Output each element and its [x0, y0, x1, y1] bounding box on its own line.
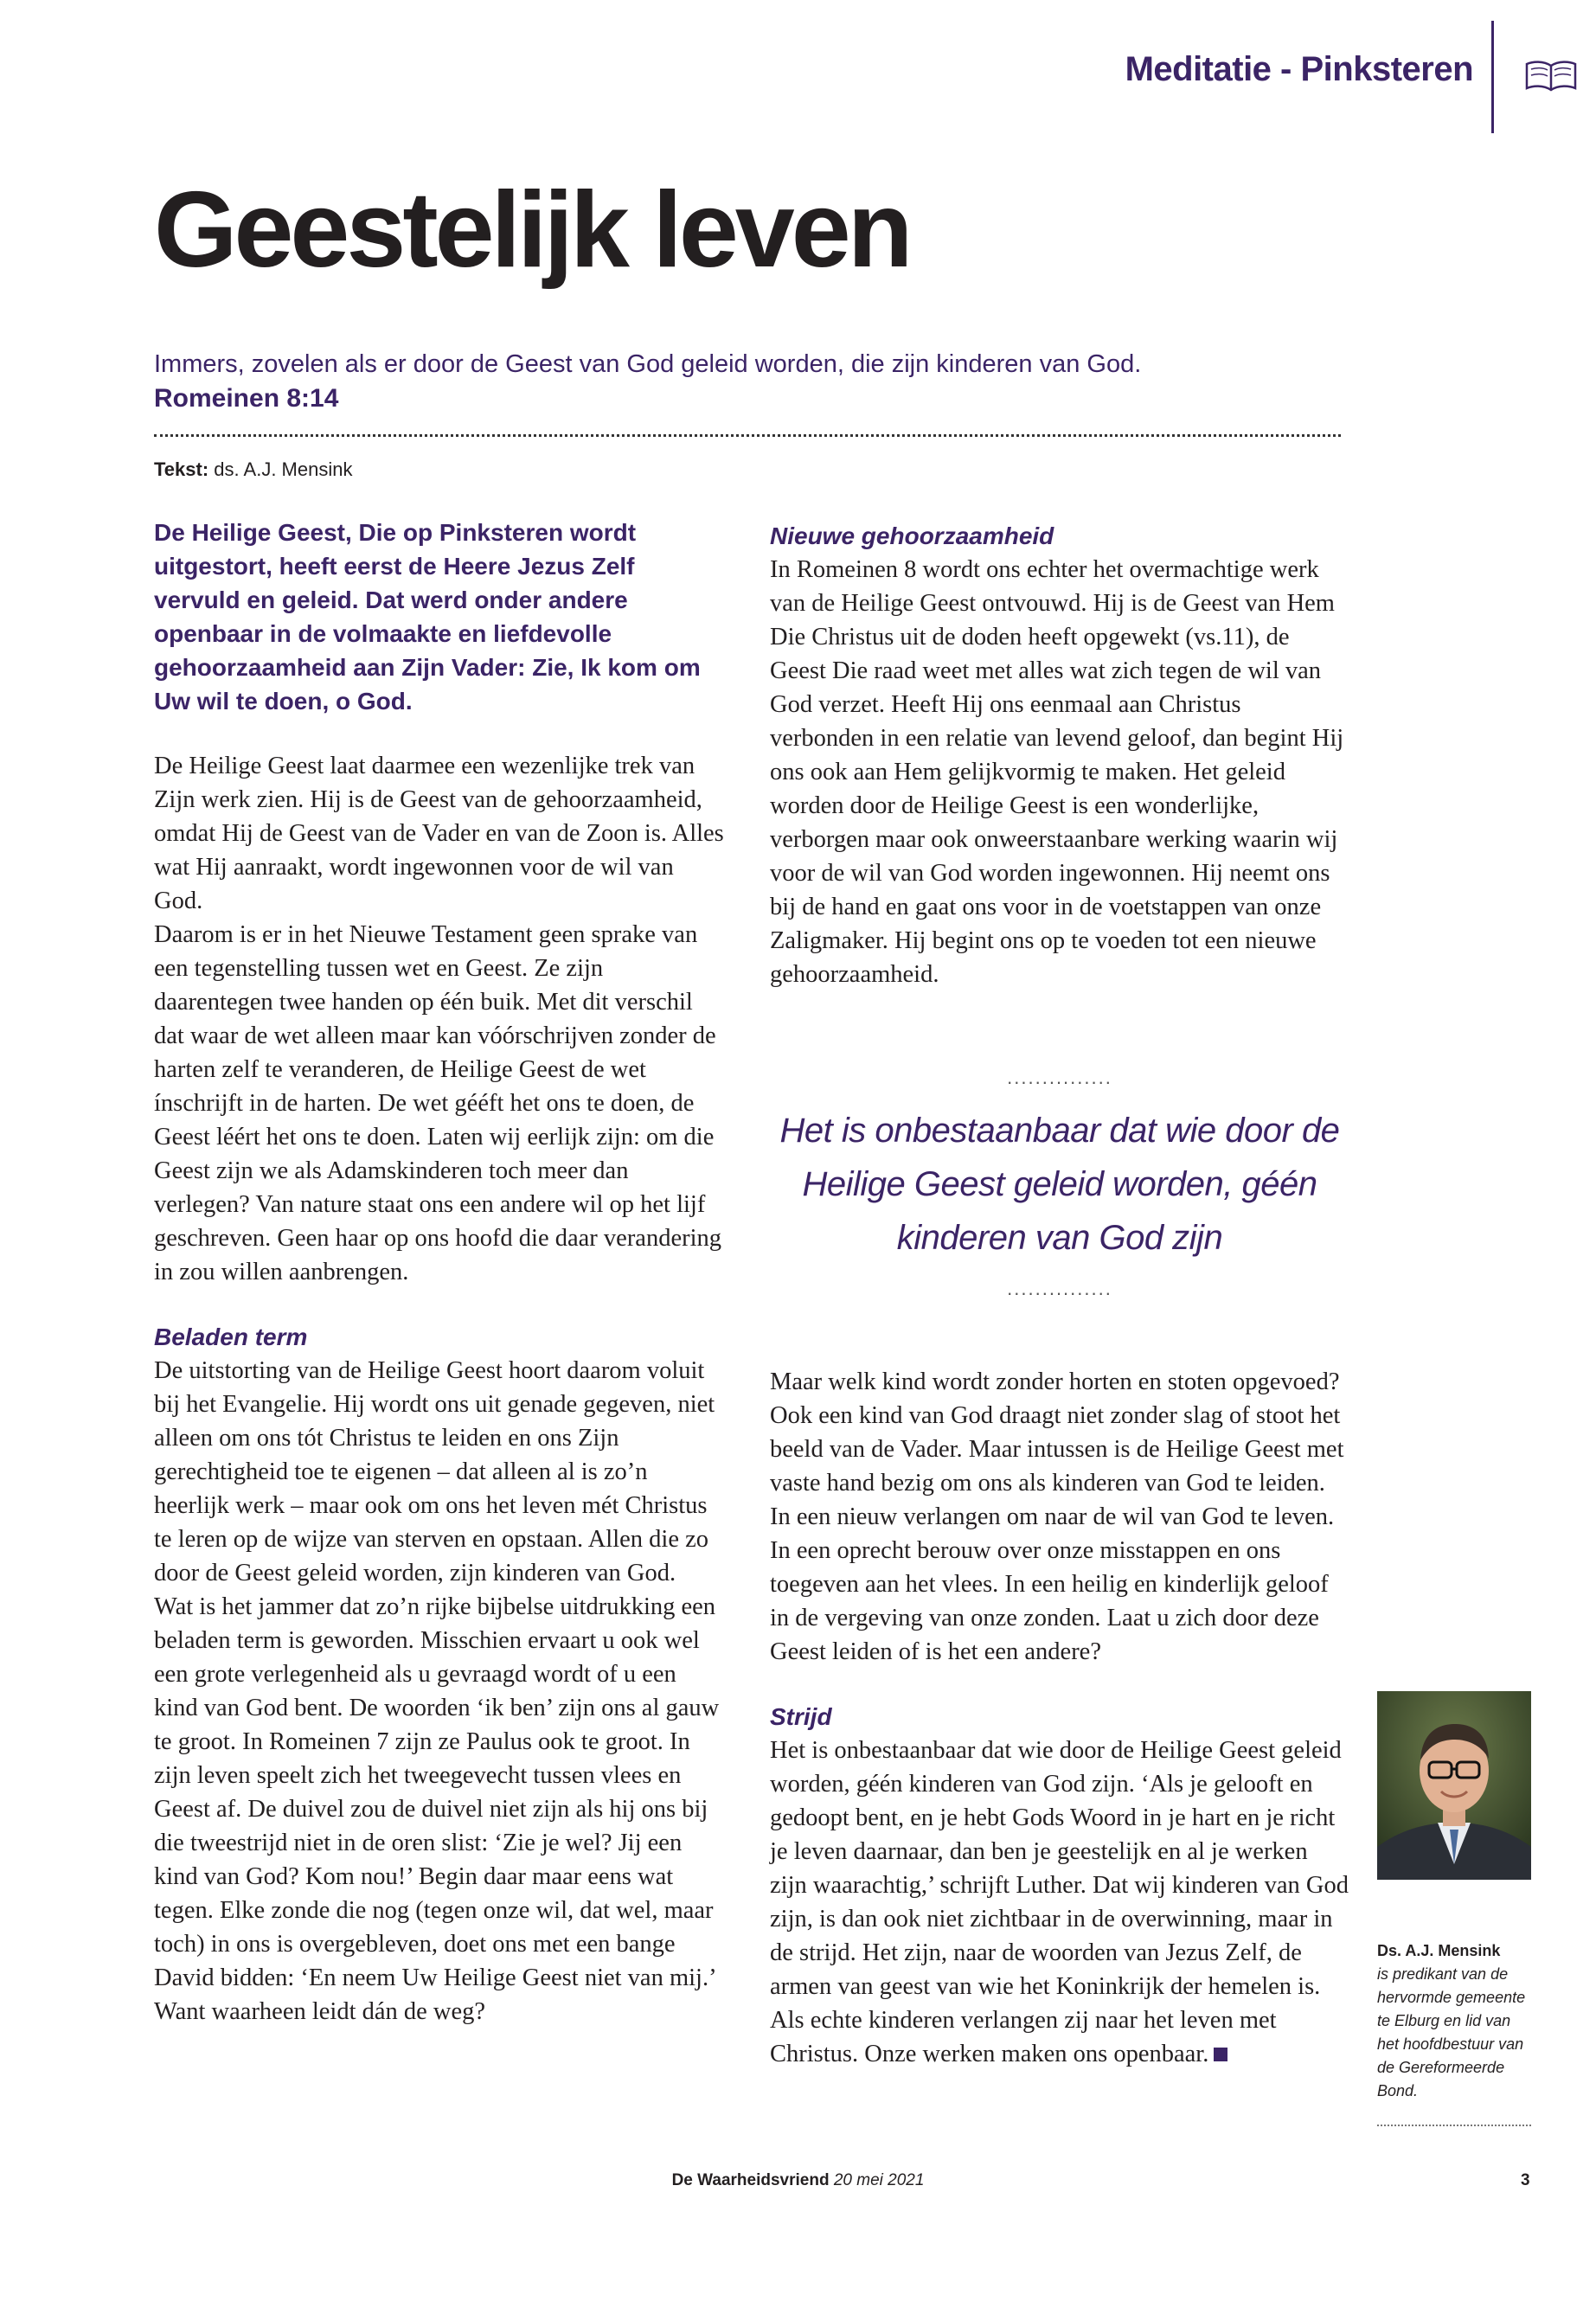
page-title: Geestelijk leven	[154, 170, 910, 290]
byline	[154, 458, 352, 481]
body-paragraph: De uitstorting van de Heilige Geest hoort daarom voluit bij het Evangelie. Hij wordt ons uit genade gegeven, niet alleen om ons tót Christus te leiden en ons Zijn gerechtigheid toe te eigenen – dat alleen al is zo’n heerlijk werk – maar ook om ons het leven mét Christus te leren op de wijze van sterven en opstaan. Allen die zo door de Geest geleid worden, zijn kinderen van God.	[154, 1357, 715, 1586]
bible-verse: Immers, zovelen als er door de Geest van God geleid worden, die zijn kinderen van God.	[154, 350, 1142, 378]
header-divider	[1491, 21, 1494, 133]
author-photo	[1377, 1691, 1531, 1880]
footer-date: 20 mei 2021	[833, 2171, 925, 2189]
body-paragraph: De Heilige Geest laat daarmee een wezenlijke trek van Zijn werk zien. Hij is de Geest van de gehoorzaamheid, omdat Hij de Geest van de Vader en van de Zoon is. Alles wat Hij aanraakt, wordt ingewonnen voor de wil van God.	[154, 753, 724, 914]
body-paragraph: Maar welk kind wordt zonder horten en stoten opgevoed? Ook een kind van God draagt niet zonder slag of stoot het beeld van de Vader. Maar intussen is de Heilige Geest met vaste hand bezig om ons als kinderen van God te leiden. In een nieuw verlangen om naar de wil van God te leven. In een oprecht berouw over onze misstappen en ons toegeven aan het vlees. In een heilig en kinderlijk geloof in de vergeving van onze zonden. Laat u zich door deze Geest leiden of is het een andere?	[770, 1368, 1344, 1665]
footer	[0, 2171, 1596, 2190]
quote-dots-bottom: ...............	[1007, 1278, 1112, 1299]
caption-bio: is predikant van de hervormde gemeente te Elburg en lid van het hoofdbestuur van de Gereformeerde Bond.	[1377, 1965, 1526, 2099]
body-paragraph: Wat is het jammer dat zo’n rijke bijbelse uitdrukking een beladen term is geworden. Misschien ervaart u ook wel een grote verlegenheid als u gevraagd wordt of u een kind van God bent. De woorden ‘ik ben’ zijn ons al gauw te groot. In Romeinen 7 zijn ze Paulus ook te groot. In zijn leven speelt zich het tweegevecht tussen vlees en Geest af. De duivel zou de duivel niet zijn als hij ons bij die tweestrijd niet in de oren slist: ‘Zie je wel? Jij een kind van God? Kom nou!’ Begin daar maar eens wat tegen. Elke zonde die nog (tegen onze wil, dat wel, maar toch) in ons is overgebleven, doet ons met een bange David bidden: ‘En neem Uw Heilige Geest niet van mij.’ Want waarheen leidt dán de weg?	[154, 1593, 720, 2025]
byline-author: ds. A.J. Mensink	[214, 458, 353, 480]
body-paragraph: Daarom is er in het Nieuwe Testament geen sprake van een tegenstelling tussen wet en Geest. Ze zijn daarentegen twee handen op één buik. Met dit verschil dat waar de wet alleen maar kan vóórschrijven zonder de harten zelf te veranderen, de Heilige Geest de wet ínschrijft in de harten. De wet gééft het ons te doen, de Geest léért het ons te doen. Laten wij eerlijk zijn: om die Geest zijn we als Adamskinderen toch meer dan verlegen? Van nature staat ons een andere wil op het lijf geschreven. Geen haar op ons hoofd die daar verandering in zou willen aanbrengen.	[154, 921, 722, 1285]
quote-dots-top: ...............	[1007, 1067, 1112, 1088]
body-paragraph-final	[770, 1734, 1349, 2071]
lead-paragraph: De Heilige Geest, Die op Pinksteren wordt uitgestort, heeft eerst de Heere Jezus Zelf vervuld en geleid. Dat werd onder andere openbaar in de volmaakte en liefdevolle gehoorzaamheid aan Zijn Vader: Zie, Ik kom om Uw wil te doen, o God.	[154, 519, 701, 715]
page-number: 3	[1521, 2171, 1530, 2189]
pull-quote	[770, 1069, 1349, 1298]
caption-divider	[1377, 2125, 1531, 2126]
verse-reference: Romeinen 8:14	[154, 384, 339, 413]
subheading-nieuwe-gehoorzaamheid: Nieuwe gehoorzaamheid	[770, 522, 1054, 549]
subheading-strijd: Strijd	[770, 1703, 832, 1730]
pull-quote-text: Het is onbestaanbaar dat wie door de Heilige Geest geleid worden, géén kinderen van God zijn	[779, 1112, 1340, 1257]
right-column-bottom	[770, 1365, 1349, 2071]
body-paragraph: In Romeinen 8 wordt ons echter het overmachtige werk van de Heilige Geest ontvouwd. Hij is de Geest van Hem Die Christus uit de doden heeft opgewekt (vs.11), de Geest Die raad weet met alles wat zich tegen de wil van God verzet. Heeft Hij ons eenmaal aan Christus verbonden in een relatie van levend geloof, dan begint Hij ons ook aan Hem gelijkvormig te maken. Het geleid worden door de Heilige Geest is een wonderlijke, verborgen maar ook onweerstaanbare werking waarin wij voor de wil van God worden ingewonnen. Hij neemt ons bij de hand en gaat ons voor in de voetstappen van onze Zaligmaker. Hij begint ons op te voeden tot een nieuwe gehoorzaamheid.	[770, 556, 1344, 988]
caption-name: Ds. A.J. Mensink	[1377, 1942, 1501, 1959]
right-column-top	[770, 519, 1349, 991]
byline-label: Tekst:	[154, 458, 209, 480]
end-mark	[1214, 2048, 1227, 2061]
section-label: Meditatie - Pinksteren	[1125, 50, 1473, 88]
author-caption	[1377, 1939, 1533, 2103]
final-text: Het is onbestaanbaar dat wie door de Heilige Geest geleid worden, géén kinderen van God zijn. ‘Als je gelooft en gedoopt bent, en je hebt Gods Woord in je hart en je richt je leven daarnaar, dan ben je geestelijk en al je werken zijn waarachtig,’ schrijft Luther. Dat wij kinderen van God zijn, is dan ook niet zichtbaar in de overwinning, maar in de strijd. Het zijn, naar de woorden van Jezus Zelf, de armen van geest van wie het Koninkrijk der hemelen is. Als echte kinderen verlangen zij naar het leven met Christus. Onze werken maken ons openbaar.	[770, 1737, 1349, 2067]
footer-publication: De Waarheidsvriend	[671, 2171, 830, 2189]
left-column	[154, 516, 725, 2029]
dotted-divider	[154, 434, 1341, 437]
open-book-icon	[1524, 59, 1578, 93]
subheading-beladen-term: Beladen term	[154, 1324, 308, 1350]
